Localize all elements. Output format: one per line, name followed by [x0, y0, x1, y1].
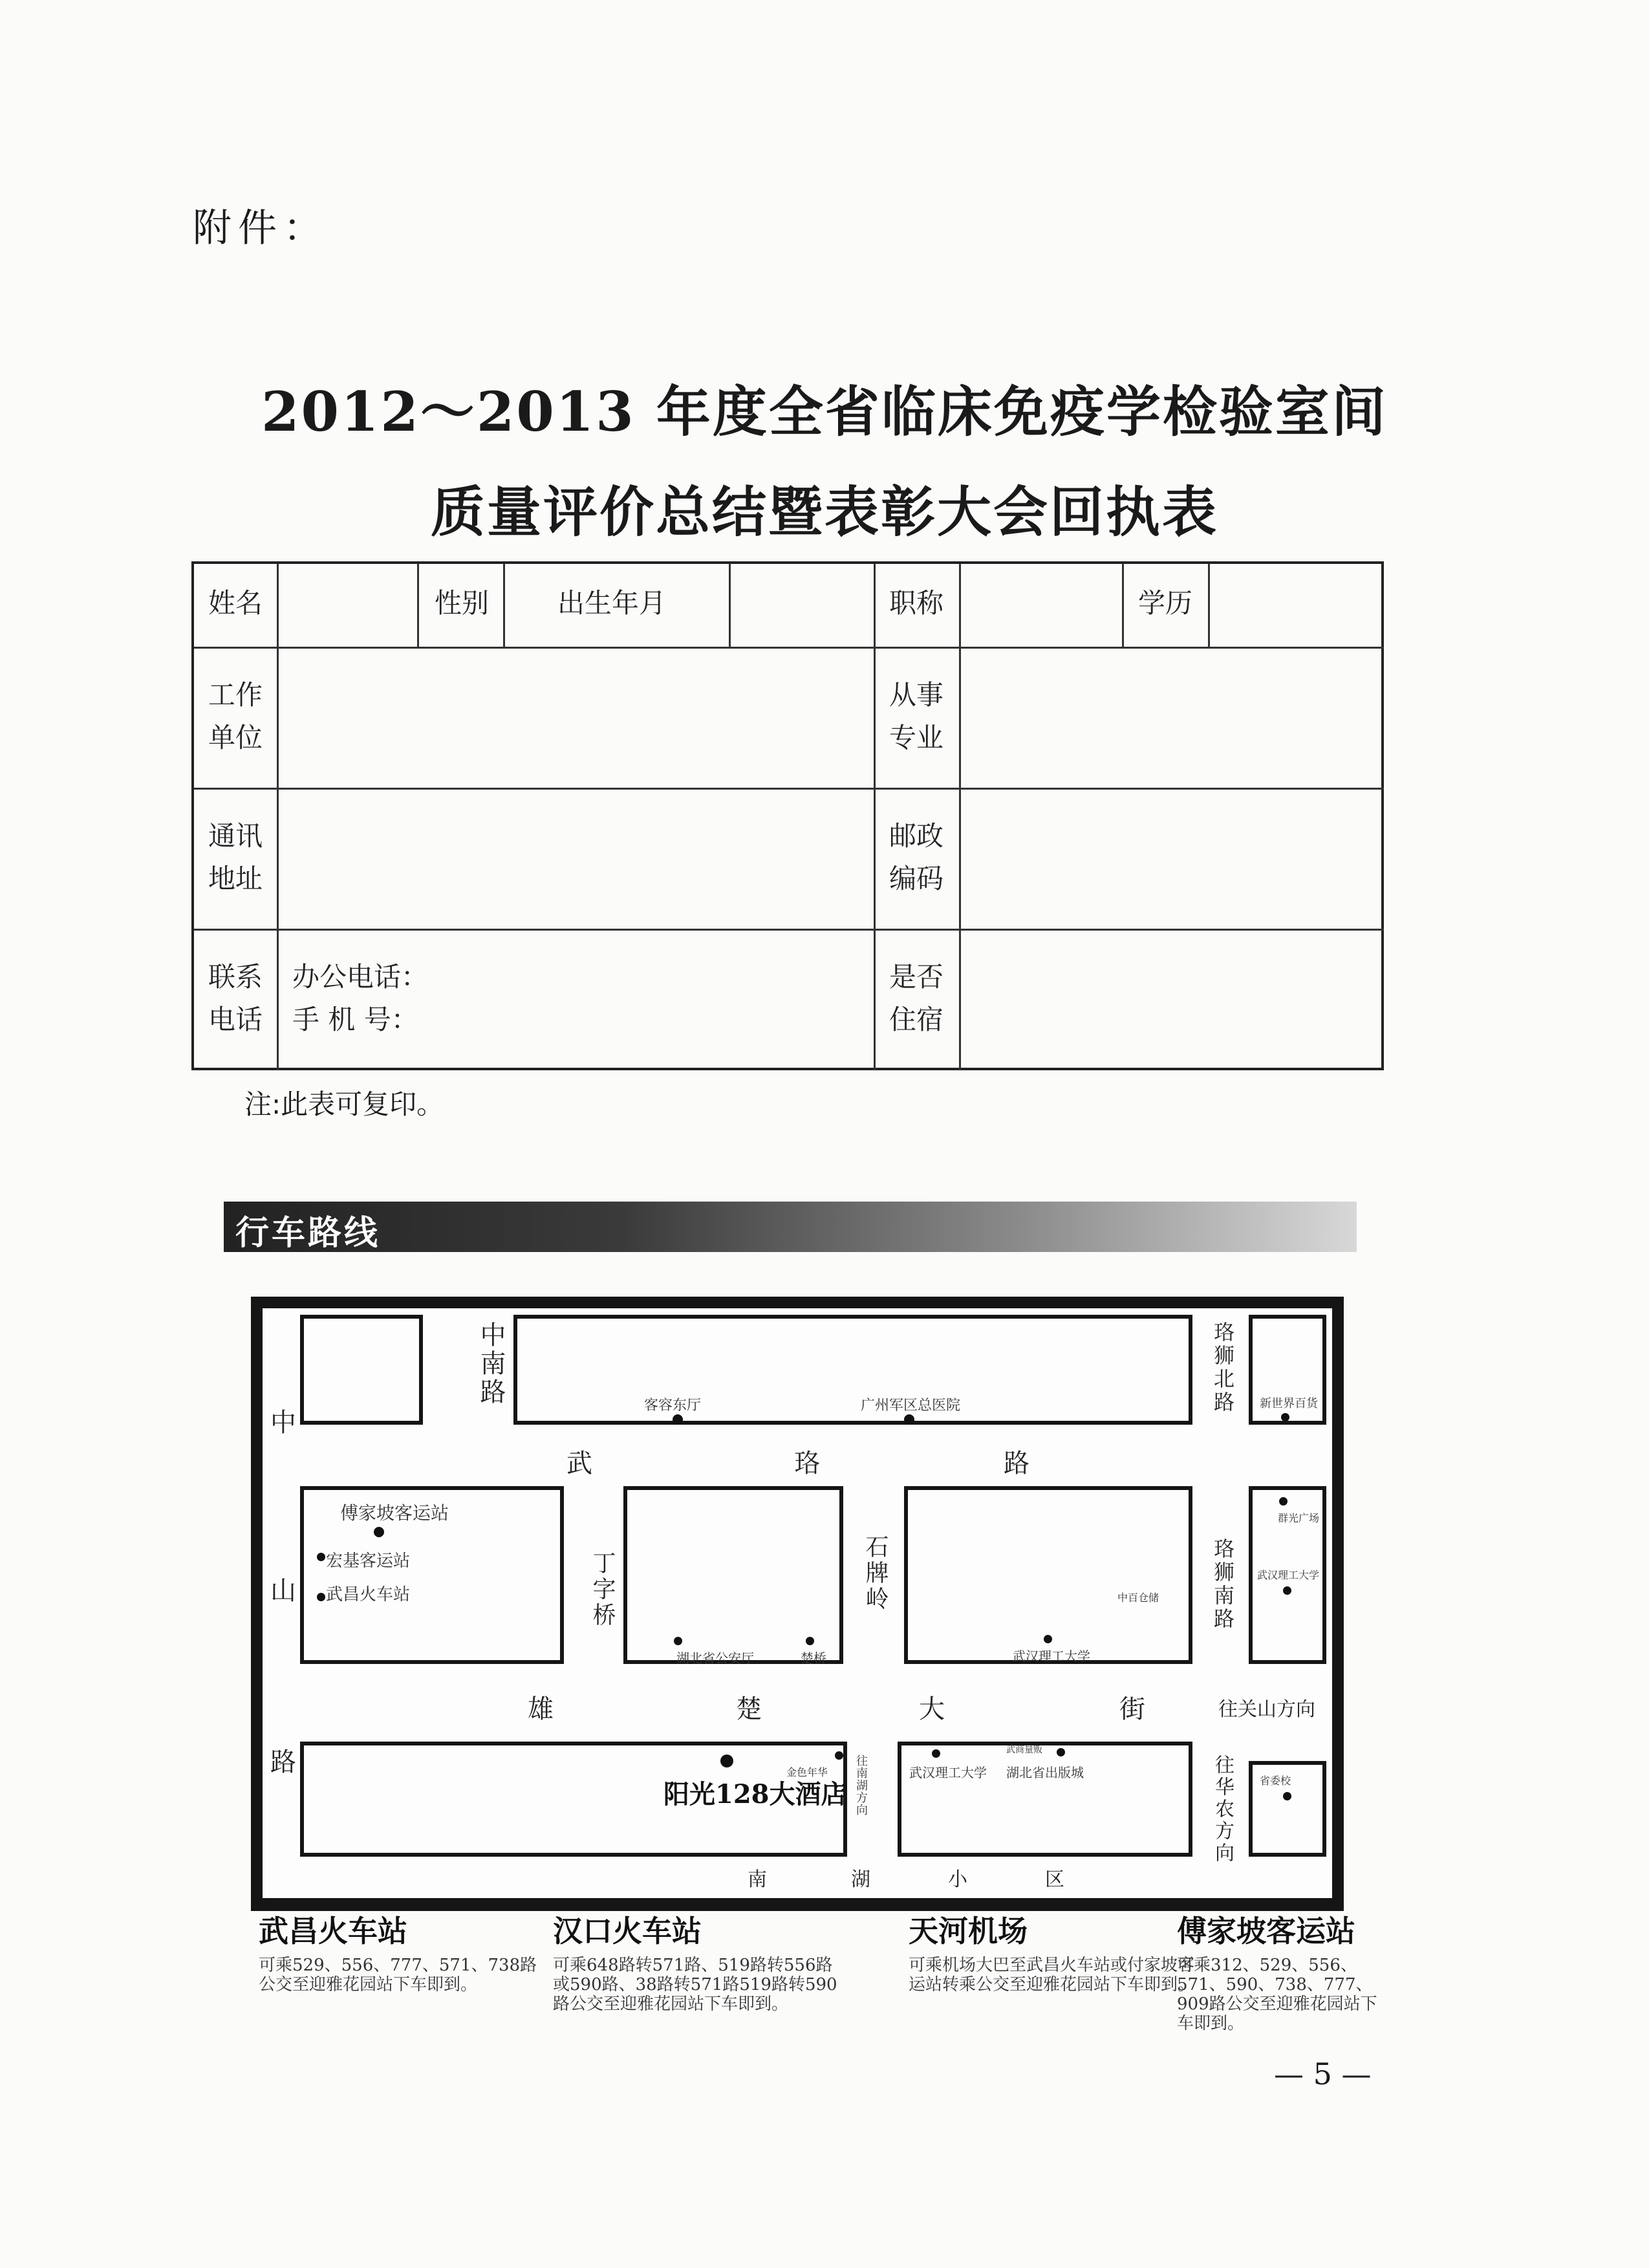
- caption-text: 可乘529、556、777、571、738路公交至迎雅花园站下车即到。: [259, 1956, 537, 1994]
- col-divider: [959, 564, 961, 1070]
- direction-huanong: 往华农方向: [1211, 1755, 1234, 1864]
- place-wuchang-station: 武昌火车站: [326, 1585, 411, 1604]
- work-unit-label-2: 单位: [208, 722, 263, 753]
- hotel-name: 阳光128大酒店: [663, 1779, 847, 1809]
- receipt-form: [191, 561, 1384, 1070]
- postcode-label-2: 编码: [889, 863, 944, 894]
- col-divider: [503, 564, 505, 647]
- route-banner: [224, 1202, 1357, 1252]
- road-xiongchu-4: 街: [1119, 1694, 1145, 1724]
- page-number: — 5 —: [1274, 2057, 1372, 2091]
- area-nanhu-1: 南: [748, 1868, 767, 1891]
- caption-title: 汉口火车站: [553, 1914, 702, 1949]
- place-fujiapo: 傅家坡客运站: [340, 1502, 449, 1524]
- caption-wuchang: [259, 1908, 550, 1994]
- route-map: [251, 1297, 1344, 1911]
- road-xiongchu-1: 雄: [528, 1694, 554, 1724]
- place-hongji: 宏基客运站: [326, 1551, 411, 1571]
- work-unit-label-1: 工作: [208, 679, 263, 711]
- col-divider: [874, 564, 876, 1070]
- col-divider: [1122, 564, 1124, 647]
- road-wuluo-1: 武: [566, 1449, 592, 1478]
- direction-guanshan: 往关山方向: [1218, 1698, 1315, 1721]
- location-dot: [1057, 1748, 1065, 1756]
- job-title-label: 职称: [889, 587, 944, 619]
- place-zhongnan-mall: 中百仓储: [1117, 1592, 1159, 1604]
- location-dot: [1283, 1586, 1291, 1595]
- education-label: 学历: [1138, 587, 1193, 619]
- place-golden: 金色年华: [786, 1766, 828, 1778]
- place-new-world: 新世界百货: [1260, 1397, 1318, 1410]
- address-label-1: 通讯: [208, 820, 263, 852]
- location-dot: [835, 1751, 843, 1760]
- place-keyuan: 客容东厅: [644, 1398, 702, 1414]
- area-nanhu-2: 湖: [851, 1868, 870, 1891]
- caption-airport: [909, 1908, 1200, 1994]
- place-wut-1: 武汉理工大学: [1013, 1648, 1090, 1664]
- specialty-label-2: 专业: [889, 722, 944, 753]
- place-military-hospital: 广州军区总医院: [861, 1398, 961, 1414]
- place-wut-2: 武汉理工大学: [1257, 1569, 1320, 1581]
- location-dot: [1044, 1635, 1052, 1643]
- caption-text: 可乘312、529、556、571、590、738、777、909路公交至迎雅花园站下车即到。: [1177, 1956, 1377, 2033]
- location-dot: [932, 1749, 940, 1758]
- place-wushang: 武商量贩: [1006, 1745, 1042, 1755]
- location-dot: [374, 1527, 384, 1537]
- mobile-label: 手 机 号：: [292, 1004, 418, 1035]
- address-label-2: 地址: [208, 863, 263, 894]
- road-wuluo-2: 珞: [794, 1449, 820, 1478]
- road-zhongshan-3: 路: [270, 1747, 296, 1777]
- place-chuqiao: 楚桥: [801, 1650, 826, 1666]
- location-dot: [1279, 1497, 1288, 1506]
- place-kinder: 省委校: [1260, 1775, 1291, 1787]
- birth-label: 出生年月: [557, 587, 667, 619]
- road-dingziqiao: 丁字桥: [589, 1551, 616, 1628]
- location-dot: [904, 1414, 914, 1425]
- direction-nanhu: 往南湖方向: [854, 1755, 868, 1816]
- place-qunguang: 群光广场: [1278, 1512, 1320, 1524]
- row-divider: [194, 788, 1384, 790]
- location-dot: [673, 1414, 683, 1425]
- caption-title: 天河机场: [909, 1914, 1028, 1949]
- location-dot: [1281, 1413, 1289, 1421]
- road-luoshi-south: 珞狮南路: [1211, 1538, 1235, 1631]
- place-police: 湖北省公安厅: [676, 1650, 754, 1666]
- route-banner-label: 行车路线: [235, 1214, 381, 1253]
- caption-text: 可乘机场大巴至武昌火车站或付家坡客运站转乘公交至迎雅花园站下车即到。: [909, 1956, 1195, 1994]
- place-wut-3: 武汉理工大学: [909, 1765, 987, 1780]
- road-shipailing: 石牌岭: [862, 1535, 889, 1612]
- phone-label-2: 电话: [208, 1004, 263, 1035]
- map-block: [300, 1315, 423, 1425]
- map-block: [898, 1742, 1192, 1857]
- attachment-label: 附件：: [193, 206, 329, 251]
- postcode-label-1: 邮政: [889, 820, 944, 852]
- location-dot: [806, 1637, 814, 1645]
- road-wuluo-3: 路: [1004, 1449, 1029, 1478]
- lodging-label-1: 是否: [889, 961, 944, 993]
- col-divider: [1208, 564, 1210, 647]
- location-dot: [317, 1553, 325, 1561]
- caption-text: 可乘648路转571路、519路转556路或590路、38路转571路519路转590路公交至迎雅花园站下车即到。: [553, 1956, 837, 2014]
- caption-fujiapo: [1177, 1908, 1390, 2033]
- caption-title: 傅家坡客运站: [1177, 1914, 1355, 1949]
- map-block: [513, 1315, 1192, 1425]
- col-divider: [729, 564, 731, 647]
- specialty-label-1: 从事: [889, 679, 944, 711]
- road-zhongshan-1: 中: [270, 1408, 296, 1438]
- road-luoshi-north: 珞狮北路: [1211, 1321, 1235, 1414]
- row-divider: [194, 647, 1384, 649]
- caption-title: 武昌火车站: [259, 1914, 407, 1949]
- road-xiongchu-2: 楚: [736, 1694, 762, 1724]
- location-dot: [317, 1593, 325, 1601]
- road-xiongchu-3: 大: [919, 1694, 945, 1724]
- form-title-line2: 质量评价总结暨表彰大会回执表: [430, 480, 1218, 544]
- row-divider: [194, 929, 1384, 931]
- area-nanhu-3: 小: [948, 1868, 967, 1891]
- gender-label: 性别: [435, 587, 490, 619]
- caption-hankou: [553, 1908, 844, 2014]
- area-nanhu-4: 区: [1045, 1868, 1064, 1891]
- hotel-marker-icon: [720, 1755, 733, 1767]
- road-zhongshan-2: 山: [270, 1576, 296, 1606]
- form-note: 注:此表可复印。: [244, 1088, 444, 1120]
- name-label: 姓名: [208, 587, 263, 619]
- map-area: [263, 1308, 1332, 1898]
- col-divider: [277, 564, 279, 1070]
- phone-label-1: 联系: [208, 961, 263, 993]
- office-phone-label: 办公电话：: [292, 961, 429, 993]
- location-dot: [1283, 1792, 1291, 1800]
- place-publish: 湖北省出版城: [1006, 1765, 1084, 1780]
- location-dot: [674, 1637, 682, 1645]
- col-divider: [417, 564, 419, 647]
- lodging-label-2: 住宿: [889, 1004, 944, 1035]
- form-title-line1: 2012～2013 年度全省临床免疫学检验室间: [261, 380, 1388, 444]
- road-zhongnan: 中南路: [476, 1321, 506, 1407]
